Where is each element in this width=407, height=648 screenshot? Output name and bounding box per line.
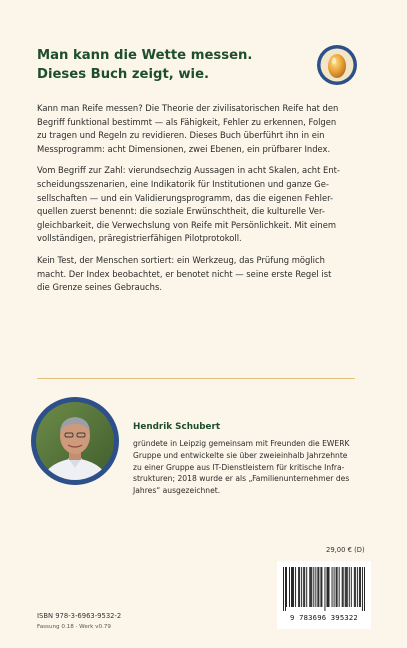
blurb (37, 102, 357, 303)
section-divider (37, 378, 355, 379)
version-label: Fassung 0.18 · Werk v0.79 (37, 624, 111, 630)
barcode-bars (283, 567, 365, 611)
author-bio (133, 438, 373, 497)
author-bio-line: strukturen; 2018 wurde er als „Familienunternehmer des (133, 474, 350, 484)
headline-line-2: Dieses Buch zeigt, wie. (37, 67, 210, 82)
isbn: ISBN 978-3-6963-9532-2 (37, 612, 122, 620)
price: 29,00 € (D) (326, 546, 365, 554)
blurb-paragraph-1 (37, 102, 357, 156)
barcode-digits: 9 783696 395322 (290, 613, 358, 622)
headline-line-1: Man kann die Wette messen. (37, 48, 253, 63)
blurb-line: Begriff funktional bestimmt — als Fähigkeit, Fehler zu erkennen, Folgen (37, 116, 337, 127)
author-photo (30, 396, 120, 486)
blurb-line: Messprogramm: acht Dimensionen, zwei Ebenen, ein prüfbarer Index. (37, 143, 331, 154)
emblem-graphic (316, 44, 358, 86)
blurb-line: Kein Test, der Menschen sortiert: ein Werkzeug, das Prüfung möglich (37, 254, 325, 265)
author-name: Hendrik Schubert (133, 422, 221, 432)
blurb-paragraph-2 (37, 164, 357, 246)
author-portrait-graphic (30, 396, 120, 486)
blurb-line: scheidungsszenarien, eine Indikatorik für Institutionen und ganze Ge- (37, 178, 329, 189)
blurb-line: zu tragen und Regeln zu revidieren. Dieses Buch überführt ihn in ein (37, 130, 325, 141)
blurb-paragraph-3 (37, 254, 357, 295)
headline (37, 46, 297, 84)
author-bio-line: Gruppe und entwickelte sie über zweieinhalb Jahrzehnte (133, 450, 348, 460)
blurb-line: die Grenze seines Gebrauchs. (37, 282, 162, 293)
blurb-line: Kann man Reife messen? Die Theorie der zivilisatorischen Reife hat den (37, 103, 339, 113)
author-bio-line: Jahres“ ausgezeichnet. (133, 486, 221, 496)
barcode (277, 561, 371, 629)
blurb-line: quellen zuerst benennt: die soziale Erwünschtheit, die kulturelle Ver- (37, 206, 325, 217)
author-bio-line: zu einer Gruppe aus IT-Dienstleistern für kritische Infra- (133, 462, 345, 472)
blurb-line: Vom Begriff zur Zahl: vierundsechzig Aussagen in acht Skalen, acht Ent- (37, 165, 340, 176)
golden-egg-icon (316, 44, 358, 86)
blurb-line: gleichbarkeit, die Verwechslung von Reife mit Persönlichkeit. Mit einem (37, 219, 337, 230)
blurb-line: sellschaften — und ein Validierungsprogramm, das die eigenen Fehler- (37, 192, 334, 203)
blurb-line: macht. Der Index beobachtet, er benotet nicht — seine erste Regel ist (37, 268, 332, 279)
author-bio-line: gründete in Leipzig gemeinsam mit Freunden die EWERK (133, 439, 350, 448)
blurb-line: vollständigen, präregistrierfähigen Pilotprotokoll. (37, 233, 242, 244)
